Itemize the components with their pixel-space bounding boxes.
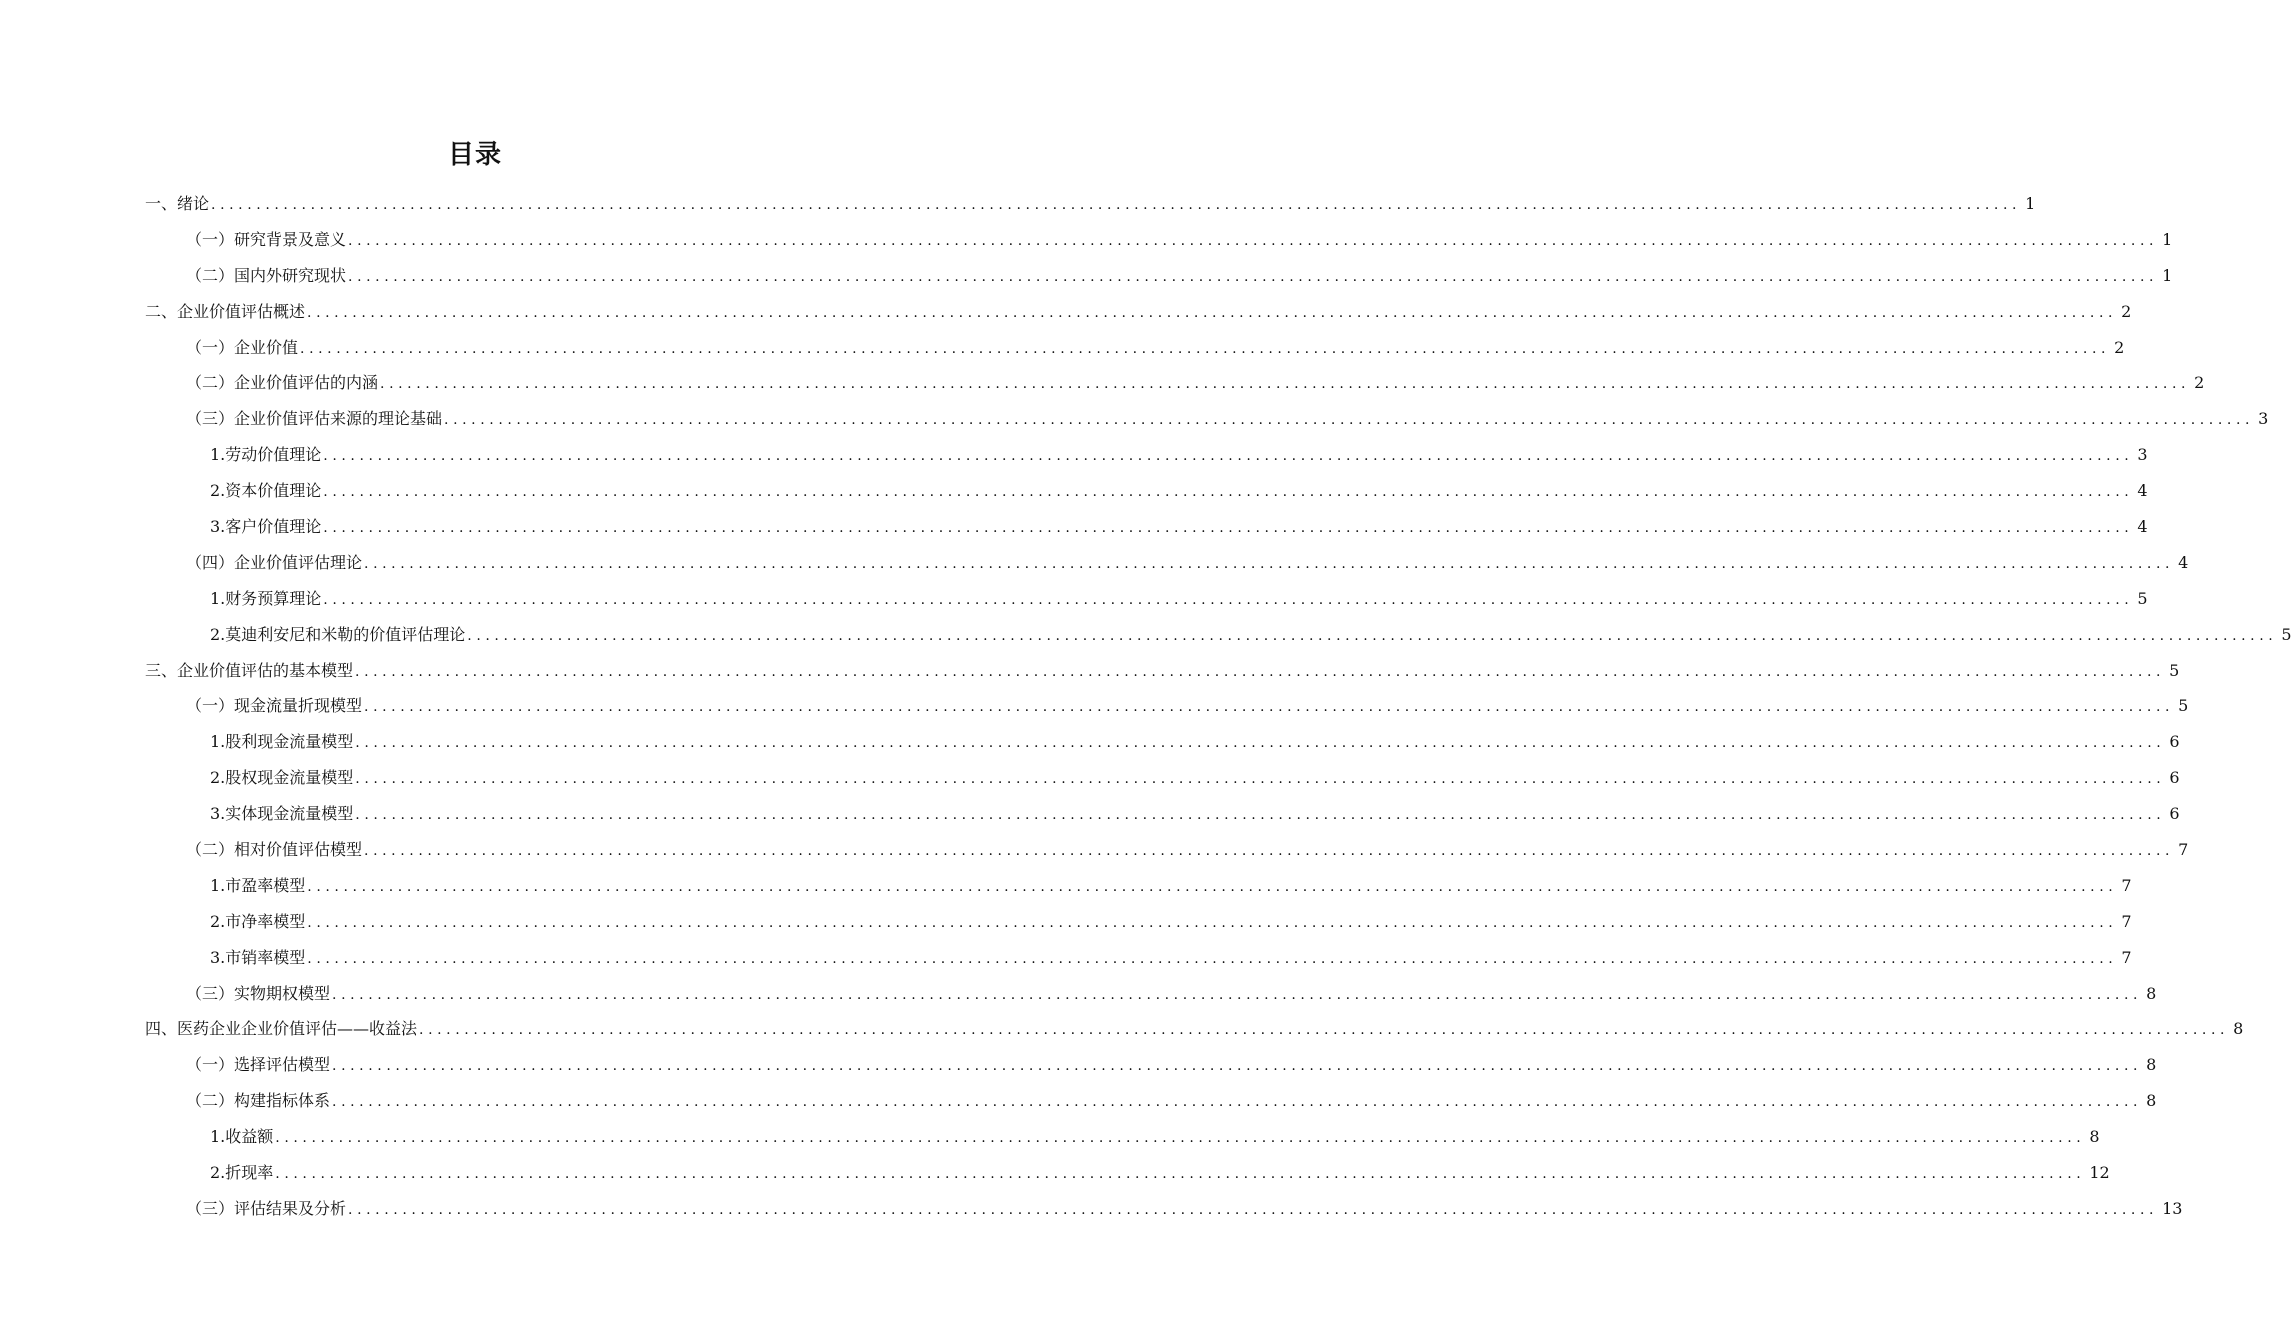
dot-leader: ........................................................................................................................................................................................................ <box>323 591 2134 608</box>
toc-entry[interactable] <box>210 1155 2110 1191</box>
dot-leader: ........................................................................................................................................................................................................ <box>332 1094 2143 1111</box>
toc-entry-label: （一）研究背景及意义 <box>186 229 347 249</box>
toc-entry-label: 1.财务预算理论 <box>210 588 322 608</box>
toc-entry-page-number: 12 <box>2089 1163 2110 1183</box>
dot-leader: ........................................................................................................................................................................................................ <box>323 448 2134 465</box>
toc-entry-label: 3.市销率模型 <box>210 947 306 967</box>
toc-entry-page-number: 6 <box>2169 804 2180 824</box>
toc-entry-label: （四）企业价值评估理论 <box>186 552 363 572</box>
toc-entry-page-number: 13 <box>2162 1198 2183 1218</box>
dot-leader: ........................................................................................................................................................................................................ <box>364 555 2175 572</box>
toc-entry[interactable] <box>210 904 2132 940</box>
toc-entry-label: （一）选择评估模型 <box>186 1055 331 1075</box>
toc-entry[interactable] <box>210 796 2180 832</box>
toc-entry-label: 三、企业价值评估的基本模型 <box>145 660 354 680</box>
toc-entry-page-number: 8 <box>2146 1055 2157 1075</box>
dot-leader: ........................................................................................................................................................................................................ <box>307 950 2118 967</box>
toc-entry-label: （三）评估结果及分析 <box>186 1198 347 1218</box>
toc-entry-page-number: 8 <box>2146 1091 2157 1111</box>
toc-entry[interactable] <box>186 222 2173 258</box>
toc-entry[interactable] <box>186 330 2125 366</box>
toc-entry[interactable] <box>210 581 2148 617</box>
toc-entry[interactable] <box>145 294 2132 330</box>
toc-entry-page-number: 7 <box>2121 875 2132 895</box>
toc-entry-label: （二）国内外研究现状 <box>186 265 347 285</box>
toc-entry-label: （二）构建指标体系 <box>186 1091 331 1111</box>
dot-leader: ........................................................................................................................................................................................................ <box>307 914 2118 931</box>
toc-entry-page-number: 7 <box>2121 911 2132 931</box>
toc-entry[interactable] <box>186 1191 2183 1227</box>
toc-entry-page-number: 3 <box>2258 409 2269 429</box>
toc-entry-page-number: 2 <box>2121 301 2132 321</box>
toc-entry-label: 1.劳动价值理论 <box>210 445 322 465</box>
toc-entry-label: 1.市盈率模型 <box>210 875 306 895</box>
dot-leader: ........................................................................................................................................................................................................ <box>348 1201 2159 1218</box>
toc-title: 目录 <box>447 140 502 170</box>
toc-entry-page-number: 4 <box>2137 517 2148 537</box>
dot-leader: ........................................................................................................................................................................................................ <box>364 699 2175 716</box>
dot-leader: ........................................................................................................................................................................................................ <box>332 986 2143 1003</box>
dot-leader: ........................................................................................................................................................................................................ <box>419 1022 2230 1039</box>
toc-entry[interactable] <box>186 832 2189 868</box>
toc-entry[interactable] <box>186 688 2189 724</box>
toc-entry[interactable] <box>186 1047 2157 1083</box>
toc-entry-page-number: 6 <box>2169 732 2180 752</box>
toc-entry-label: （二）企业价值评估的内涵 <box>186 373 379 393</box>
toc-entry-page-number: 8 <box>2089 1127 2100 1147</box>
toc-entry-page-number: 5 <box>2281 624 2292 644</box>
toc-entry-label: （二）相对价值评估模型 <box>186 840 363 860</box>
toc-entry-label: 1.股利现金流量模型 <box>210 732 354 752</box>
toc-entry-label: 2.折现率 <box>210 1163 274 1183</box>
toc-entry-label: 2.资本价值理论 <box>210 481 322 501</box>
dot-leader: ........................................................................................................................................................................................................ <box>355 807 2166 824</box>
toc-entry[interactable] <box>210 617 2292 653</box>
toc-entry-page-number: 7 <box>2121 947 2132 967</box>
toc-entry[interactable] <box>210 760 2180 796</box>
toc-entry[interactable] <box>186 976 2157 1012</box>
dot-leader: ........................................................................................................................................................................................................ <box>467 627 2278 644</box>
dot-leader: ........................................................................................................................................................................................................ <box>380 376 2191 393</box>
toc-entry[interactable] <box>186 258 2173 294</box>
dot-leader: ........................................................................................................................................................................................................ <box>323 484 2134 501</box>
toc-entry[interactable] <box>210 437 2148 473</box>
toc-entry-page-number: 7 <box>2178 840 2189 860</box>
toc-entry[interactable] <box>145 653 2180 689</box>
dot-leader: ........................................................................................................................................................................................................ <box>307 304 2118 321</box>
dot-leader: ........................................................................................................................................................................................................ <box>307 878 2118 895</box>
toc-entry[interactable] <box>210 509 2148 545</box>
toc-entry-label: 2.莫迪利安尼和米勒的价值评估理论 <box>210 624 466 644</box>
toc-entry-page-number: 1 <box>2162 265 2173 285</box>
dot-leader: ........................................................................................................................................................................................................ <box>364 843 2175 860</box>
toc-entry[interactable] <box>186 545 2189 581</box>
toc-entry[interactable] <box>186 365 2205 401</box>
toc-entry-page-number: 3 <box>2137 445 2148 465</box>
toc-entry[interactable] <box>210 868 2132 904</box>
toc-entry[interactable] <box>210 473 2148 509</box>
toc-entry-page-number: 1 <box>2162 229 2173 249</box>
toc-entry[interactable] <box>210 1119 2100 1155</box>
toc-entry-page-number: 5 <box>2178 696 2189 716</box>
toc-entry-label: （一）企业价值 <box>186 337 299 357</box>
toc-entry-label: （三）企业价值评估来源的理论基础 <box>186 409 443 429</box>
dot-leader: ........................................................................................................................................................................................................ <box>275 1166 2086 1183</box>
toc-entry-label: 3.实体现金流量模型 <box>210 804 354 824</box>
toc-entry-label: （一）现金流量折现模型 <box>186 696 363 716</box>
toc-entry-page-number: 5 <box>2169 660 2180 680</box>
toc-entry-page-number: 4 <box>2137 481 2148 501</box>
toc-entry-label: 一、绪论 <box>145 194 210 213</box>
toc-entry[interactable] <box>145 1011 2244 1047</box>
toc-entry-page-number: 2 <box>2194 373 2205 393</box>
toc-entry[interactable] <box>186 401 2269 437</box>
toc-entry-page-number: 6 <box>2169 768 2180 788</box>
dot-leader: ........................................................................................................................................................................................................ <box>275 1130 2086 1147</box>
dot-leader: ........................................................................................................................................................................................................ <box>211 197 2022 213</box>
toc-list <box>0 186 2292 1227</box>
toc-entry[interactable] <box>210 724 2180 760</box>
dot-leader: ........................................................................................................................................................................................................ <box>300 340 2111 357</box>
toc-entry-label: 二、企业价值评估概述 <box>145 301 306 321</box>
dot-leader: ........................................................................................................................................................................................................ <box>444 412 2255 429</box>
toc-entry-page-number: 5 <box>2137 588 2148 608</box>
toc-entry-label: （三）实物期权模型 <box>186 983 331 1003</box>
dot-leader: ........................................................................................................................................................................................................ <box>332 1058 2143 1075</box>
toc-entry-label: 3.客户价值理论 <box>210 517 322 537</box>
dot-leader: ........................................................................................................................................................................................................ <box>355 771 2166 788</box>
dot-leader: ........................................................................................................................................................................................................ <box>348 268 2159 285</box>
toc-entry[interactable] <box>210 940 2132 976</box>
toc-entry[interactable] <box>186 1083 2157 1119</box>
toc-entry-page-number: 1 <box>2025 194 2036 213</box>
dot-leader: ........................................................................................................................................................................................................ <box>355 663 2166 680</box>
dot-leader: ........................................................................................................................................................................................................ <box>348 232 2159 249</box>
toc-entry-page-number: 8 <box>2146 983 2157 1003</box>
toc-entry[interactable] <box>145 186 2036 222</box>
toc-entry-page-number: 4 <box>2178 552 2189 572</box>
toc-entry-label: 1.收益额 <box>210 1127 274 1147</box>
toc-entry-page-number: 2 <box>2114 337 2125 357</box>
dot-leader: ........................................................................................................................................................................................................ <box>355 735 2166 752</box>
toc-entry-label: 四、医药企业企业价值评估——收益法 <box>145 1019 418 1039</box>
toc-entry-label: 2.市净率模型 <box>210 911 306 931</box>
toc-entry-page-number: 8 <box>2233 1019 2244 1039</box>
toc-entry-label: 2.股权现金流量模型 <box>210 768 354 788</box>
dot-leader: ........................................................................................................................................................................................................ <box>323 520 2134 537</box>
